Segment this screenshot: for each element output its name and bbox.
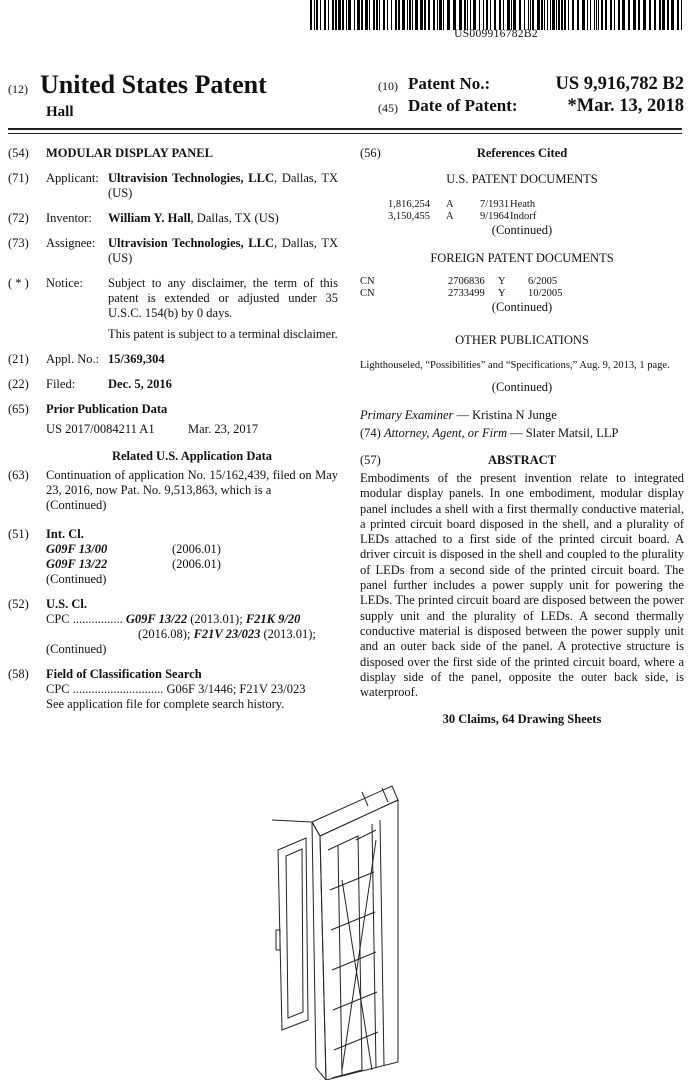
barcode-bar <box>659 0 661 30</box>
doc-number: 1,816,254 <box>388 199 430 210</box>
inventor-label: Inventor: <box>46 211 92 225</box>
barcode-bar <box>643 0 646 30</box>
barcode-bar <box>628 0 630 30</box>
barcode-bar <box>332 0 334 30</box>
notice-code: ( * ) <box>8 276 29 290</box>
int-cl-field <box>8 527 338 587</box>
barcode-bar <box>618 0 620 30</box>
barcode-bar <box>564 0 566 30</box>
barcode-number: US009916782B2 <box>454 28 538 40</box>
doc-kind: Y <box>498 276 506 287</box>
attorney-label: Attorney, Agent, or Firm <box>383 426 507 440</box>
us-doc-row <box>360 211 684 223</box>
inventor-field <box>8 211 338 226</box>
field-label: Field of Classification Search <box>46 667 202 681</box>
doc-date: 6/2005 <box>528 276 558 287</box>
barcode <box>310 0 682 30</box>
barcode-bar <box>524 0 525 30</box>
barcode-bar <box>587 0 588 30</box>
barcode-bar <box>398 0 400 30</box>
barcode-bar <box>547 0 548 30</box>
patent-number: US 9,916,782 B2 <box>555 74 684 94</box>
us-docs-title: U.S. PATENT DOCUMENTS <box>446 172 598 186</box>
barcode-bar <box>447 0 450 30</box>
doc-date: 7/1931 <box>480 199 510 210</box>
doc-name: Indorf <box>510 211 537 222</box>
attorney-code: (74) <box>360 426 381 440</box>
barcode-bar <box>633 0 636 30</box>
uscl-label: U.S. Cl. <box>46 597 87 611</box>
appl-code: (21) <box>8 352 29 366</box>
barcode-bar <box>483 0 484 30</box>
intcl-class: G09F 13/22 <box>46 557 108 571</box>
barcode-bar <box>572 0 574 30</box>
barcode-bar <box>577 0 579 30</box>
barcode-bar <box>662 0 665 30</box>
prior-pub-field <box>8 402 338 437</box>
barcode-bar <box>395 0 397 30</box>
inventor-code: (72) <box>8 211 29 225</box>
examiner-label: Primary Examiner <box>360 408 454 422</box>
barcode-bar <box>667 0 669 30</box>
barcode-bar <box>590 0 591 30</box>
barcode-bar <box>649 0 651 30</box>
us-doc-row <box>360 199 684 211</box>
barcode-bar <box>314 0 315 30</box>
barcode-bar <box>376 0 378 30</box>
barcode-bar <box>387 0 388 30</box>
refs-code: (56) <box>360 146 381 160</box>
patent-number-row <box>378 74 684 96</box>
prior-code: (65) <box>8 402 29 416</box>
assignee-name: Ultravision Technologies, LLC <box>108 236 274 250</box>
cpc-version: (2013.01); <box>260 627 316 641</box>
barcode-bar <box>373 0 375 30</box>
patent-date-row <box>378 96 684 118</box>
barcode-bar <box>369 0 370 30</box>
barcode-bar <box>342 0 344 30</box>
cpc-version: (2013.01); <box>187 612 246 626</box>
intcl-version: (2006.01) <box>172 542 221 556</box>
barcode-bar <box>610 0 612 30</box>
type-code: (12) <box>8 82 28 96</box>
patent-no-label: Patent No.: <box>408 74 491 93</box>
inventor-location: , Dallas, TX (US) <box>190 211 279 225</box>
header-right <box>378 74 684 118</box>
barcode-bar <box>532 0 534 30</box>
abstract-text: Embodiments of the present invention relate to integrated modular display panels. In one embodiment, modular display panel includes a shell with a first thermally conductive material, a printed circuit board disposed in the shell, and a plurality of LEDs attached to a first side of the printed circuit board. A driver circuit is disposed in the shell and coupled to the plurality of LEDs from a second side of the printed circuit board. The panel further includes a power supply unit for powering the LEDs. The printed circuit board are disposed between the power supply unit and the plurality of LEDs. A second thermally conductive material is disposed between the power supply unit and an outer back side of the panel. A protective structure is disposed over the first side of the printed circuit board, where a display side of the panel, opposite the outer back side, is waterproof. <box>360 471 684 700</box>
applicant-field <box>8 171 338 201</box>
other-pub-text: Lighthouseled, “Possibilities” and “Specifications,” Aug. 9, 2013, 1 page. <box>360 360 670 371</box>
barcode-bar <box>499 0 501 30</box>
barcode-bar <box>354 0 355 30</box>
barcode-bar <box>601 0 603 30</box>
barcode-bar <box>681 0 682 30</box>
barcode-bar <box>556 0 557 30</box>
cpc-version: (2016.08); <box>138 627 194 641</box>
barcode-bar <box>638 0 640 30</box>
doc-country: CN <box>360 276 375 287</box>
barcode-bar <box>561 0 563 30</box>
barcode-bar <box>622 0 625 30</box>
cpc-class: F21V 23/023 <box>193 627 261 641</box>
attorney-name: — Slater Matsil, LLP <box>506 426 619 440</box>
filed-label: Filed: <box>46 377 76 391</box>
related-data-title: Related U.S. Application Data <box>111 449 273 463</box>
intcl-class: G09F 13/00 <box>46 542 108 556</box>
barcode-bar <box>415 0 418 30</box>
barcode-bar <box>544 0 545 30</box>
intcl-row <box>8 557 338 572</box>
barcode-bar <box>582 0 585 30</box>
barcode-bar <box>383 0 385 30</box>
header-rule-thin <box>8 133 682 134</box>
header-rule <box>8 128 682 130</box>
barcode-bar <box>470 0 471 30</box>
assignee-code: (73) <box>8 236 29 250</box>
barcode-bar <box>594 0 595 30</box>
barcode-bar <box>365 0 368 30</box>
appl-no-field <box>8 352 338 367</box>
barcode-bar <box>433 0 435 30</box>
foreign-doc-row <box>360 288 684 300</box>
filed-date: Dec. 5, 2016 <box>108 377 172 391</box>
continued-note: (Continued) <box>491 380 553 394</box>
us-cl-field <box>8 597 338 657</box>
barcode-bar <box>671 0 674 30</box>
barcode-bar <box>346 0 347 30</box>
right-column <box>360 146 684 727</box>
continuation-code: (63) <box>8 468 29 482</box>
barcode-bar <box>379 0 380 30</box>
assignee-label: Assignee: <box>46 236 96 250</box>
cpc-class: F21K 9/20 <box>245 612 301 626</box>
applicant-location: , Dallas, TX (US) <box>108 171 338 200</box>
barcode-bar <box>528 0 529 30</box>
panel-drawing <box>272 780 422 1080</box>
intcl-version: (2006.01) <box>172 557 221 571</box>
barcode-bar <box>537 0 540 30</box>
barcode-bar <box>479 0 480 30</box>
barcode-bar <box>320 0 321 30</box>
barcode-bar <box>605 0 607 30</box>
applicant-name: Ultravision Technologies, LLC <box>108 171 274 185</box>
barcode-bar <box>464 0 466 30</box>
field-code: (58) <box>8 667 29 681</box>
barcode-bar <box>614 0 615 30</box>
refs-title: References Cited <box>476 146 568 160</box>
barcode-bar <box>467 0 468 30</box>
barcode-bar <box>677 0 679 30</box>
assignee-location: , Dallas, TX (US) <box>108 236 338 265</box>
barcode-bar <box>424 0 426 30</box>
foreign-docs-title: FOREIGN PATENT DOCUMENTS <box>430 251 614 265</box>
cpc-class: G09F 13/22 <box>125 612 188 626</box>
barcode-bar <box>361 0 363 30</box>
barcode-bar <box>552 0 555 30</box>
uscl-code: (52) <box>8 597 29 611</box>
prior-pub-title: Prior Publication Data <box>46 402 168 416</box>
notice-label: Notice: <box>46 276 83 290</box>
examiner-name: — Kristina N Junge <box>453 408 557 422</box>
barcode-bar <box>494 0 496 30</box>
barcode-bar <box>511 0 512 30</box>
prior-pub-date: Mar. 23, 2017 <box>188 422 259 436</box>
title-code: (54) <box>8 146 29 160</box>
continuation-text: Continuation of application No. 15/162,439, filed on May 23, 2016, now Pat. No. 9,513,863, which is a <box>46 468 338 497</box>
continuation-field <box>8 468 338 513</box>
applicant-code: (71) <box>8 171 29 185</box>
barcode-bar <box>409 0 411 30</box>
notice-text: Subject to any disclaimer, the term of this patent is extended or adjusted under 35 U.S.C. 154(b) by 0 days. <box>108 276 338 320</box>
doc-date: 9/1964 <box>480 211 510 222</box>
barcode-bar <box>459 0 462 30</box>
barcode-bar <box>550 0 551 30</box>
abstract-code: (57) <box>360 453 381 467</box>
foreign-docs-list <box>360 276 684 300</box>
patent-date: *Mar. 13, 2018 <box>567 96 684 116</box>
barcode-bar <box>486 0 488 30</box>
barcode-bar <box>402 0 405 30</box>
field-note: See application file for complete search history. <box>46 697 285 711</box>
cpc-label: CPC ................ <box>46 612 123 626</box>
terminal-disclaimer: This patent is subject to a terminal disclaimer. <box>108 327 338 341</box>
continued-note: (Continued) <box>46 642 107 656</box>
title-field <box>8 146 338 161</box>
barcode-bar <box>519 0 521 30</box>
doc-number: 2733499 <box>448 288 485 299</box>
examiner-line <box>360 408 684 423</box>
patent-no-code: (10) <box>378 79 398 93</box>
filed-field <box>8 377 338 392</box>
inventor-short: Hall <box>46 104 74 120</box>
doc-country: CN <box>360 288 375 299</box>
doc-kind: A <box>446 211 454 222</box>
foreign-doc-row <box>360 276 684 288</box>
us-docs-list <box>360 199 684 223</box>
other-pubs-title: OTHER PUBLICATIONS <box>455 333 589 347</box>
barcode-bar <box>310 0 312 30</box>
barcode-bar <box>503 0 504 30</box>
filed-code: (22) <box>8 377 29 391</box>
claims-count: 30 Claims, 64 Drawing Sheets <box>442 712 602 727</box>
intcl-code: (51) <box>8 527 29 541</box>
cpc-text <box>46 612 338 642</box>
assignee-field <box>8 236 338 266</box>
barcode-bar <box>348 0 351 30</box>
barcode-bar <box>507 0 510 30</box>
barcode-bar <box>316 0 318 30</box>
appl-label: Appl. No.: <box>46 352 100 366</box>
doc-number: 2706836 <box>448 276 485 287</box>
barcode-bar <box>437 0 438 30</box>
continued-note: (Continued) <box>46 498 107 512</box>
barcode-bar <box>391 0 392 30</box>
barcode-bar <box>338 0 341 30</box>
inventor-name: William Y. Hall <box>108 211 191 225</box>
doc-number: 3,150,455 <box>388 211 430 222</box>
notice-field <box>8 276 338 342</box>
appl-number: 15/369,304 <box>108 352 165 366</box>
barcode-bar <box>328 0 329 30</box>
invention-title: MODULAR DISPLAY PANEL <box>46 146 213 160</box>
barcode-bar <box>443 0 444 30</box>
doc-date: 10/2005 <box>528 288 563 299</box>
barcode-bar <box>513 0 516 30</box>
doc-kind: A <box>446 199 454 210</box>
attorney-line <box>360 426 684 441</box>
date-label: Date of Patent: <box>408 96 518 115</box>
barcode-bar <box>654 0 656 30</box>
applicant-label: Applicant: <box>46 171 99 185</box>
barcode-bar <box>490 0 491 30</box>
barcode-bar <box>530 0 531 30</box>
intcl-row <box>8 542 338 557</box>
intcl-label: Int. Cl. <box>46 527 84 541</box>
barcode-bar <box>453 0 456 30</box>
barcode-bar <box>335 0 337 30</box>
barcode-bar <box>412 0 413 30</box>
barcode-bar <box>598 0 599 30</box>
field-cpc: CPC ............................. G06F 3/1446; F21V 23/023 <box>46 682 306 696</box>
barcode-bar <box>541 0 543 30</box>
barcode-bar <box>420 0 423 30</box>
doc-name: Heath <box>510 199 536 210</box>
continued-note: (Continued) <box>491 223 553 237</box>
continued-note: (Continued) <box>46 572 107 586</box>
barcode-bar <box>407 0 408 30</box>
abstract-title: ABSTRACT <box>487 453 557 467</box>
barcode-bar <box>439 0 442 30</box>
continued-note: (Continued) <box>491 300 553 314</box>
barcode-bar <box>568 0 569 30</box>
barcode-bar <box>324 0 326 30</box>
barcode-bar <box>473 0 476 30</box>
doc-kind: Y <box>498 288 506 299</box>
field-of-search <box>8 667 338 712</box>
barcode-bar <box>428 0 430 30</box>
barcode-bar <box>596 0 597 30</box>
left-column <box>8 146 338 722</box>
barcode-bar <box>357 0 360 30</box>
prior-pub-number: US 2017/0084211 A1 <box>46 422 155 436</box>
date-code: (45) <box>378 101 398 115</box>
barcode-bar <box>558 0 560 30</box>
patent-title-heading: United States Patent <box>40 70 267 99</box>
